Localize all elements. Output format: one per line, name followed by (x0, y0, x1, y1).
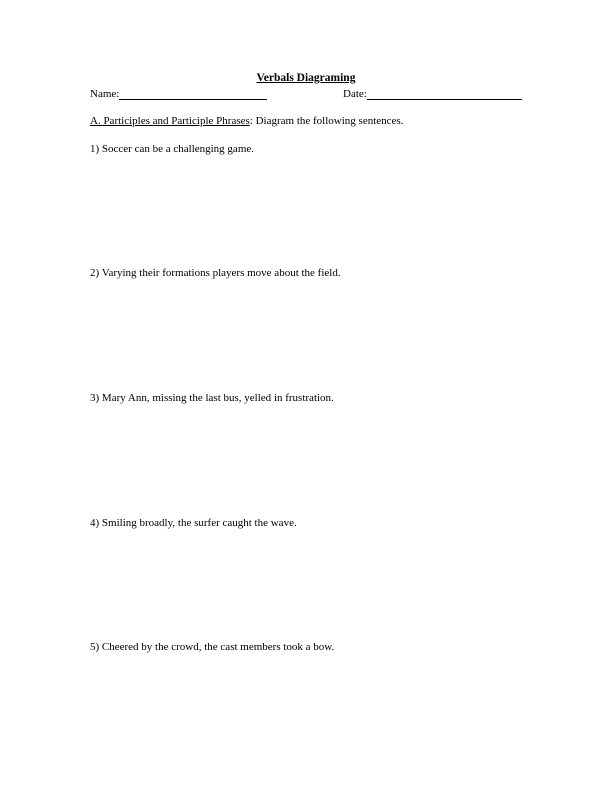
name-date-row (90, 88, 522, 102)
date-label: Date: (343, 88, 367, 100)
question-2: 2) Varying their formations players move about the field. (90, 267, 341, 279)
section-instruction-text: : Diagram the following sentences. (249, 115, 404, 127)
name-label: Name: (90, 88, 120, 100)
question-1: 1) Soccer can be a challenging game. (90, 143, 255, 155)
page-title: Verbals Diagraming (256, 72, 356, 84)
date-field (343, 88, 522, 100)
question-5: 5) Cheered by the crowd, the cast members took a bow. (90, 641, 335, 653)
section-instructions (90, 115, 403, 127)
question-3: 3) Mary Ann, missing the last bus, yelled in frustration. (90, 392, 334, 404)
question-4: 4) Smiling broadly, the surfer caught the wave. (90, 517, 297, 529)
date-blank-line[interactable] (367, 89, 522, 100)
section-heading: A. Participles and Participle Phrases (90, 115, 250, 127)
name-blank-line[interactable] (119, 89, 267, 100)
name-field (90, 88, 267, 100)
